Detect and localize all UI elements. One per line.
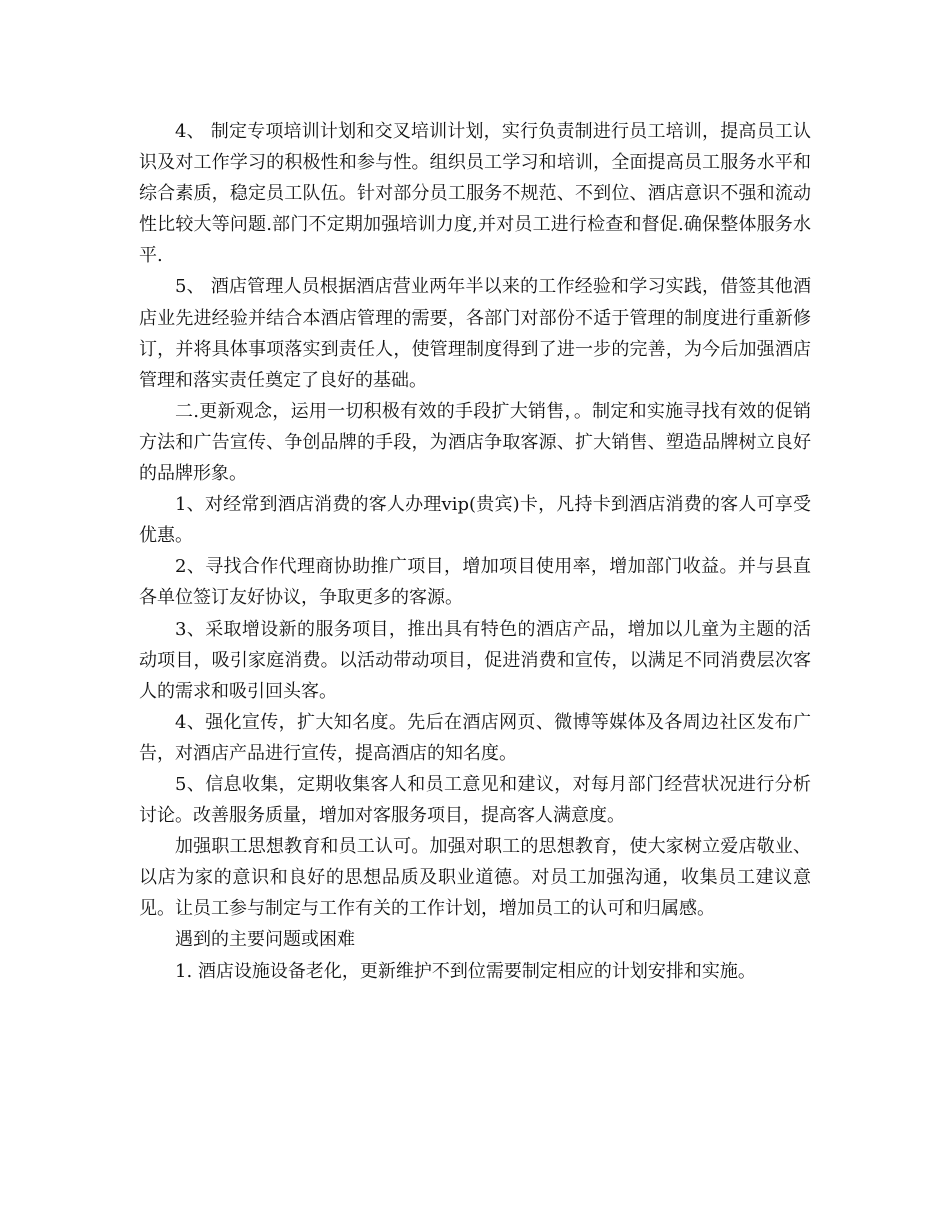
paragraph-training-plan: 4、 制定专项培训计划和交叉培训计划，实行负责制进行员工培训，提高员工认识及对工作学习的积极性和参与性。组织员工学习和培训，全面提高员工服务水平和综合素质，稳定员工队伍。针对部分员工服务不规范、不到位、酒店意识不强和流动性比较大等问题.部门不定期加强培训力度,并对员工进行检查和督促.确保整体服务水平.: [139, 121, 811, 267]
paragraph-feedback: 5、信息收集，定期收集客人和员工意见和建议，对每月部门经营状况进行分析讨论。改善服务质量，增加对客服务项目，提高客人满意度。: [139, 773, 811, 827]
paragraph-staff-education: 加强职工思想教育和员工认可。加强对职工的思想教育，使大家树立爱店敬业、以店为家的意识和良好的思想品质及职业道德。对员工加强沟通，收集员工建议意见。让员工参与制定与工作有关的工作计划，增加员工的认可和归属感。: [139, 836, 811, 920]
paragraph-vip-card: 1、对经常到酒店消费的客人办理vip(贵宾)卡，凡持卡到酒店消费的客人可享受优惠。: [139, 494, 811, 547]
paragraph-publicity: 4、强化宣传，扩大知名度。先后在酒店网页、微博等媒体及各周边社区发布广告，对酒店产品进行宣传，提高酒店的知名度。: [139, 711, 811, 764]
paragraph-agents: 2、寻找合作代理商协助推广项目，增加项目使用率，增加部门收益。并与县直各单位签订友好协议，争取更多的客源。: [139, 556, 811, 609]
paragraph-facilities: 1. 酒店设施设备老化，更新维护不到位需要制定相应的计划安排和实施。: [175, 960, 756, 982]
paragraph-new-services: 3、采取增设新的服务项目，推出具有特色的酒店产品，增加以儿童为主题的活动项目，吸引家庭消费。以活动带动项目，促进消费和宣传，以满足不同消费层次客人的需求和吸引回头客。: [139, 618, 811, 702]
paragraph-sales-section: 二.更新观念，运用一切积极有效的手段扩大销售，。制定和实施寻找有效的促销方法和广告宣传、争创品牌的手段，为酒店争取客源、扩大销售、塑造品牌树立良好的品牌形象。: [139, 400, 811, 485]
document-body: [139, 116, 811, 987]
paragraph-management-system: 5、 酒店管理人员根据酒店营业两年半以来的工作经验和学习实践，借签其他酒店业先进经验并结合本酒店管理的需要，各部门对部份不适于管理的制度进行重新修订，并将具体事项落实到责任人，使管理制度得到了进一步的完善，为今后加强酒店管理和落实责任奠定了良好的基础。: [139, 276, 811, 391]
section-heading-problems: 遇到的主要问题或困难: [175, 929, 355, 951]
